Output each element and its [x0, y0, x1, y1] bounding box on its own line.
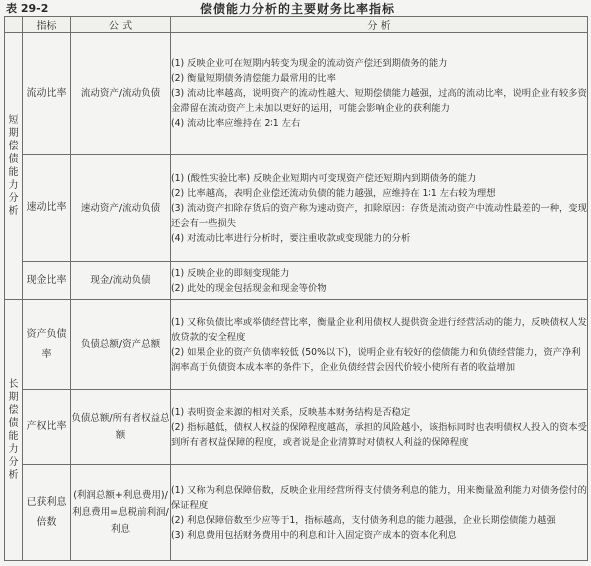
analysis-item: (2) 此处的现金包括现金和现金等价物	[171, 282, 327, 294]
category-label: 长期偿债能力分析	[8, 379, 19, 481]
formula-cell: 现金/流动负债	[71, 262, 171, 300]
analysis-item: (2) 指标越低，债权人权益的保障程度越高，承担的风险越小，该指标同时也表明债权人投入的资本受到所有者权益保障的程度，或者说是企业清算时对债权人利益的保障程度	[171, 421, 587, 448]
analysis-item: (2) 如果企业的资产负债率较低 (50%以下)，说明企业有较好的偿债能力和负债经营能力，资产净利润率高于负债资本成本率的条件下，企业负债经营会因代价较小使所有者的收益增加	[171, 346, 581, 373]
analysis-cell	[171, 465, 588, 561]
indicator-cell	[23, 390, 71, 465]
indicator-cell	[23, 155, 71, 262]
indicator-label: 产权比率	[26, 421, 67, 432]
analysis-item: (1) (酸性实验比率) 反映企业短期内可变现资产偿还短期内到期债务的能力	[171, 172, 477, 184]
table-number: 表 29-2	[6, 2, 49, 15]
analysis-item: (2) 利息保障倍数至少应等于1，指标越高，支付债务利息的能力越强，企业长期偿债能力越强	[171, 514, 556, 526]
table-row	[5, 465, 588, 561]
table-row	[5, 300, 588, 390]
indicator-cell	[23, 262, 71, 300]
indicator-cell	[23, 33, 71, 155]
indicator-label: 已获利息倍数	[26, 496, 67, 528]
formula-cell: 负债总额/所有者权益总额	[71, 390, 171, 465]
formula-cell: 速动资产/流动负债	[71, 155, 171, 262]
analysis-item: (1) 表明资金来源的相对关系，反映基本财务结构是否稳定	[171, 406, 411, 418]
indicator-label: 资产负债率	[26, 328, 67, 360]
table-header-row	[5, 17, 588, 33]
header-blank	[5, 17, 23, 33]
ratio-table	[4, 16, 588, 561]
analysis-cell	[171, 390, 588, 465]
header-analysis: 分 析	[171, 17, 588, 33]
indicator-label: 流动比率	[26, 87, 67, 99]
indicator-cell	[23, 465, 71, 561]
formula-cell: (利润总额+利息费用)/利息费用=息税前利润/利息	[71, 465, 171, 561]
analysis-cell	[171, 262, 588, 300]
table-row	[5, 390, 588, 465]
indicator-cell	[23, 300, 71, 390]
table-row	[5, 33, 588, 155]
category-short-term	[5, 33, 23, 300]
table-row	[5, 155, 588, 262]
analysis-item: (1) 又称负债比率或举债经营比率，衡量企业利用债权人提供资金进行经营活动的能力，反映债权人发放贷款的安全程度	[171, 316, 587, 343]
formula-cell: 流动资产/流动负债	[71, 33, 171, 155]
analysis-item: (2) 衡量短期债务清偿能力最常用的比率	[171, 73, 336, 84]
analysis-item: (3) 流动比率越高，说明资产的流动性越大、短期偿债能力越强，过高的流动比率，说明企业有较多资金滞留在流动资产上未加以更好的运用，可能会影响企业的获利能力	[171, 88, 587, 114]
formula-cell: 负债总额/资产总额	[71, 300, 171, 390]
analysis-cell	[171, 33, 588, 155]
category-long-term	[5, 300, 23, 561]
analysis-item: (1) 反映企业的即刻变现能力	[171, 267, 290, 279]
analysis-item: (4) 对流动比率进行分析时，要注重收款或变现能力的分析	[171, 232, 411, 244]
analysis-item: (3) 利息费用包括财务费用中的利息和计入固定资产成本的资本化利息	[171, 529, 457, 541]
analysis-item: (3) 流动资产扣除存货后的资产称为速动资产，扣除原因：存货是流动资产中流动性最差的一种，变现还会有一些损失	[171, 202, 587, 229]
table-title: 偿债能力分析的主要财务比率指标	[200, 2, 396, 16]
analysis-cell	[171, 155, 588, 262]
category-label: 短期偿债能力分析	[8, 115, 19, 217]
indicator-label: 现金比率	[26, 274, 67, 286]
analysis-cell	[171, 300, 588, 390]
table-row	[5, 262, 588, 300]
header-formula: 公 式	[71, 17, 171, 33]
header-indicator: 指标	[23, 17, 71, 33]
analysis-item: (4) 流动比率应维持在 2∶1 左右	[171, 118, 301, 129]
analysis-item: (1) 反映企业可在短期内转变为现金的流动资产偿还到期债务的能力	[171, 58, 448, 69]
indicator-label: 速动比率	[26, 202, 67, 213]
analysis-item: (1) 又称为利息保障倍数，反映企业用经营所得支付债务利息的能力，用来衡量盈利能力对债务偿付的保证程度	[171, 484, 587, 511]
analysis-item: (2) 比率越高，表明企业偿还流动负债的能力越强，应维持在 1∶1 左右较为理想	[171, 187, 496, 199]
